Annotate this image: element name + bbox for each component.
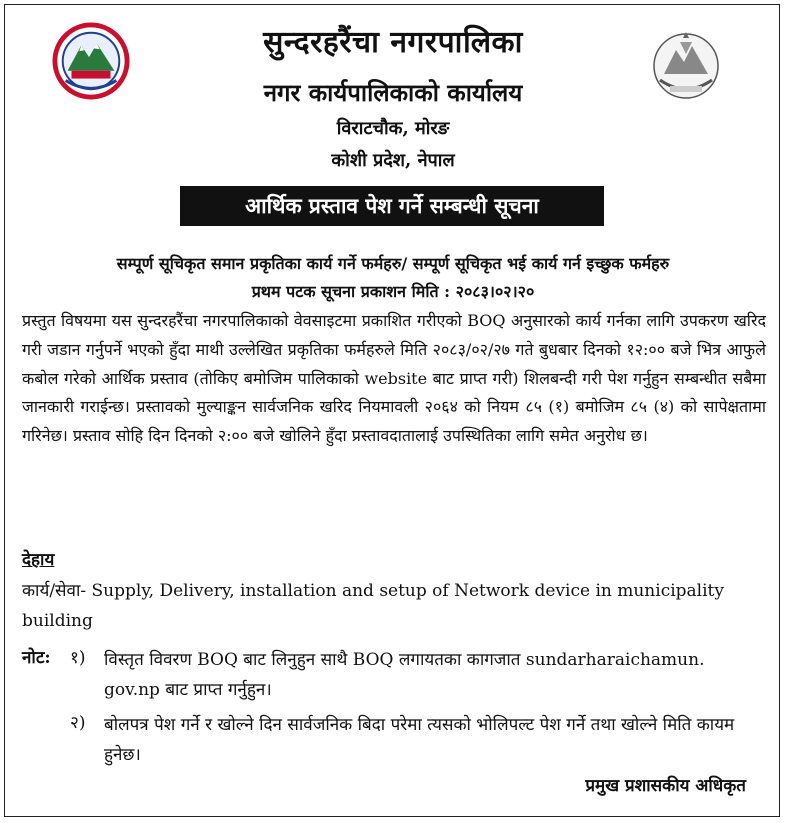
notice-title-banner: आर्थिक प्रस्ताव पेश गर्ने सम्बन्धी सूचना bbox=[180, 186, 604, 226]
body-paragraph: प्रस्तुत विषयमा यस सुन्दरहरैंचा नगरपालिकाको वेवसाइटमा प्रकाशित गरीएको BOQ अनुसारको कार्य गर्नका लागि उपकरण खरिद गरी जडान गर्नुपर्ने भएको हुँदा माथी उल्लेखित प्रकृतिका फर्महरुले मिति २०८३/०२/२७ गते बुधबार दिनको १२:०० बजे भित्र आफुले कबोल गरेको आर्थिक प्रस्ताव (तोकिए बमोजिम पालिकाको website बाट प्राप्त गरी) शिलबन्दी गरी पेश गर्नुहुन सम्बन्धीत सबैमा जानकारी गराईन्छ। प्रस्तावको मुल्याङ्कन सार्वजनिक खरिद नियमावली २०६४ को नियम ८५ (१) बमोजिम ८५ (४) को सापेक्षतामा गरिनेछ। प्रस्ताव सोहि दिन दिनको २:०० बजे खोलिने हुँदा प्रस्तावदातालाई उपस्थितिका लागि समेत अनुरोध छ। bbox=[22, 311, 766, 446]
note-item-text: विस्तृत विवरण BOQ बाट लिनुहुन साथै BOQ लगायतका कागजात sundarharaichamun. gov.np बाट प्राप्त गर्नुहुन। bbox=[104, 650, 705, 700]
address-line-1: विराटचौक, मोरङ bbox=[336, 118, 450, 139]
note-number: १) bbox=[70, 648, 86, 668]
dehay-heading: देहाय bbox=[22, 550, 55, 570]
note-number: २) bbox=[70, 713, 86, 733]
municipality-name: सुन्दरहरैंचा नगरपालिका bbox=[263, 25, 523, 60]
note-label: नोट: bbox=[22, 648, 51, 668]
signature-title: प्रमुख प्रशासकीय अधिकृत bbox=[585, 776, 746, 796]
address-line-2: कोशी प्रदेश, नेपाल bbox=[331, 150, 455, 171]
note-item-text: बोलपत्र पेश गर्ने र खोल्ने दिन सार्वजनिक बिदा परेमा त्यसको भोलिपल्ट पेश गर्ने तथा खोल्ने मिति कायम हुनेछ। bbox=[104, 715, 735, 765]
addressee-line: सम्पूर्ण सूचिकृत समान प्रकृतिका कार्य गर्ने फर्महरु/ सम्पूर्ण सूचिकृत भई कार्य गर्न इच्छुक फर्महरु bbox=[116, 254, 670, 273]
office-name: नगर कार्यपालिकाको कार्यालय bbox=[263, 78, 523, 107]
work-description: कार्य/सेवा- Supply, Delivery, installation and setup of Network device in municipality building bbox=[22, 581, 724, 631]
publish-date-line: प्रथम पटक सूचना प्रकाशन मिति : २०८३।०२।२० bbox=[251, 282, 535, 301]
